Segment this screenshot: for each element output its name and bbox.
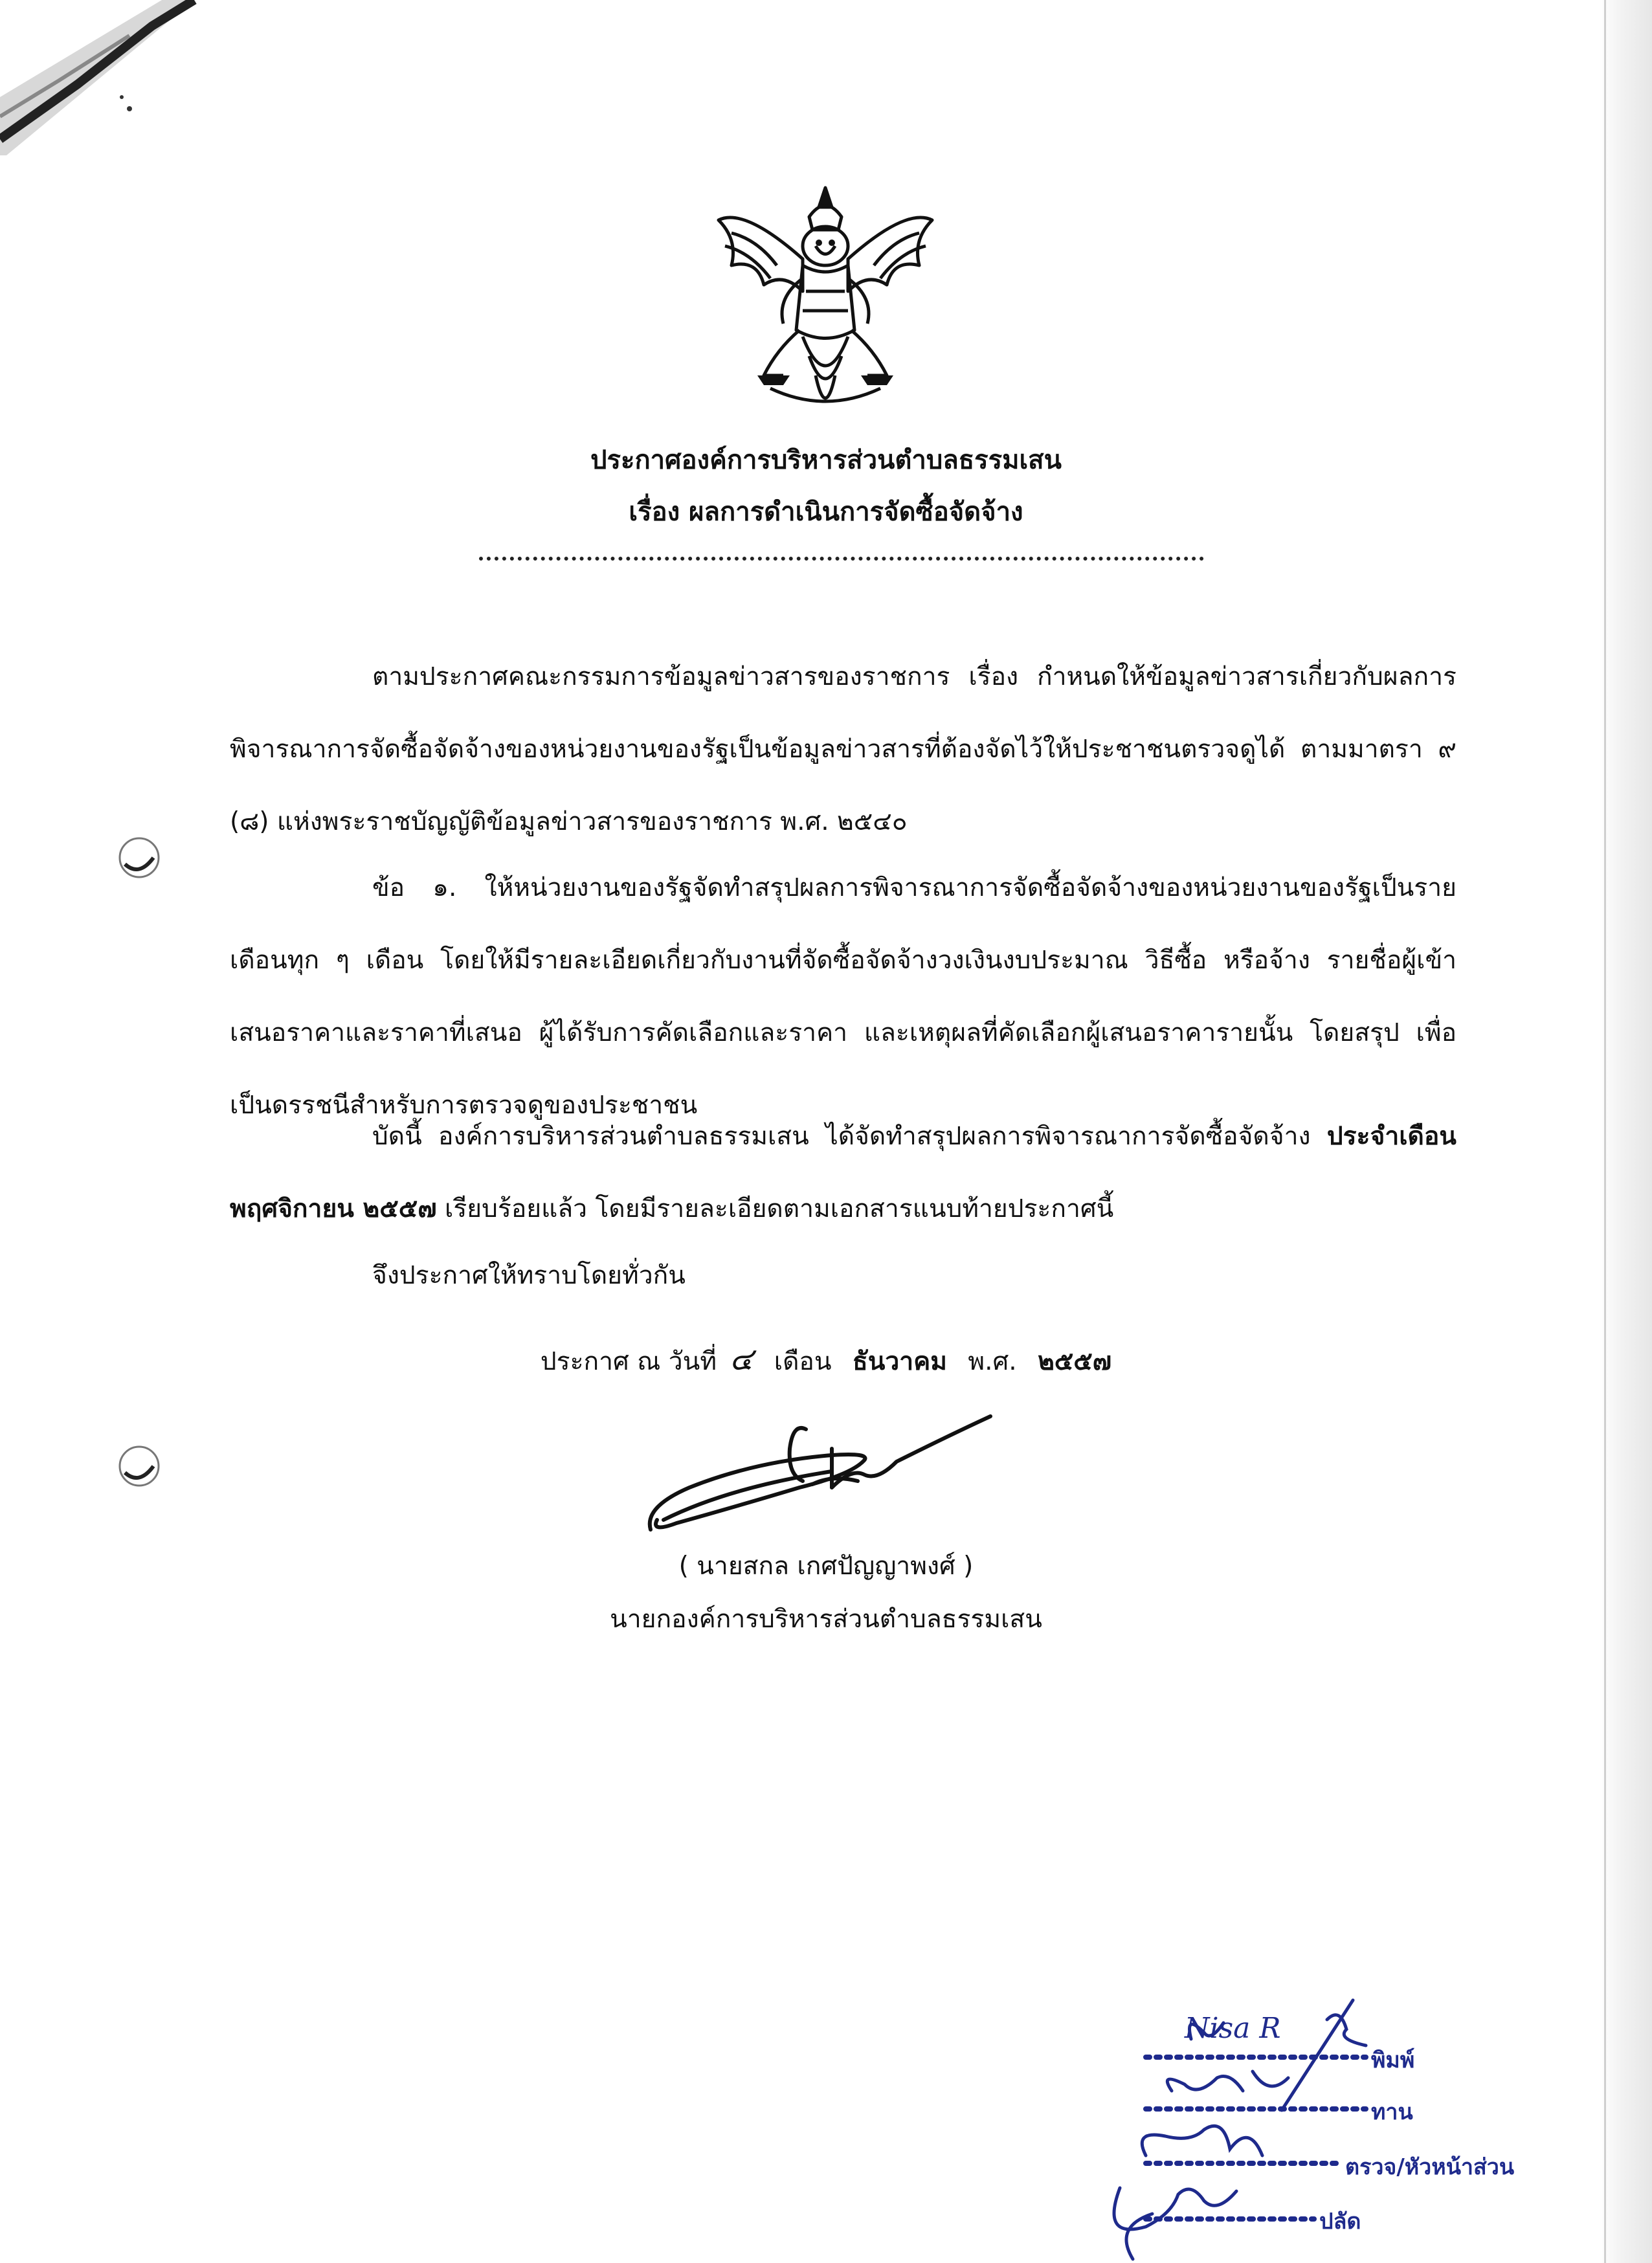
paragraph-2 [230, 852, 1457, 1142]
punch-hole-mark-lower [113, 1440, 165, 1492]
date-prefix: ประกาศ ณ วันที่ [540, 1347, 717, 1376]
date-year: ๒๕๕๗ [1038, 1347, 1112, 1376]
paragraph-1-text: ตามประกาศคณะกรรมการข้อมูลข่าวสารของราชการ เรื่อง กำหนดให้ข้อมูลข่าวสารเกี่ยวกับผลการพิจารณาการจัดซื้อจัดจ้างของหน่วยงานของรัฐเป็นข้อมูลข่าวสารที่ต้องจัดไว้ให้ประชาชนตรวจดูได้ ตามมาตรา ๙ (๘) แห่งพระราชบัญญัติข้อมูลข่าวสารของราชการ พ.ศ. ๒๕๔๐ [230, 662, 1457, 836]
announcement-title: ประกาศองค์การบริหารส่วนตำบลธรรมเสน [590, 445, 1062, 475]
paragraph-4-text: จึงประกาศให้ทราบโดยทั่วกัน [372, 1261, 686, 1290]
paragraph-3 [230, 1100, 1457, 1245]
paragraph-3-lead: บัดนี้ องค์การบริหารส่วนตำบลธรรมเสน ได้จัดทำสรุปผลการพิจารณาการจัดซื้อจัดจ้าง [372, 1122, 1311, 1151]
scan-corner-artifact [0, 0, 207, 155]
initials-row-chief: ปลัด [1319, 2209, 1361, 2235]
signer-name: ( นายสกล เกศปัญญาพงศ์ ) [678, 1552, 974, 1581]
scan-edge-line [1604, 0, 1606, 2263]
announcement-subject: เรื่อง ผลการดำเนินการจัดซื้อจัดจ้าง [629, 497, 1023, 527]
signer-position: นายกองค์การบริหารส่วนตำบลธรรมเสน [610, 1605, 1042, 1634]
signature-mark [638, 1410, 1000, 1539]
announcement-date [0, 1335, 1652, 1384]
paragraph-3-tail: เรียบร้อยแล้ว โดยมีรายละเอียดตามเอกสารแนบท้ายประกาศนี้ [436, 1194, 1114, 1223]
paragraph-2-text: ข้อ ๑. ให้หน่วยงานของรัฐจัดทำสรุปผลการพิจารณาการจัดซื้อจัดจ้างของหน่วยงานของรัฐเป็นรายเดือนทุก ๆ เดือน โดยให้มีรายละเอียดเกี่ยวกับงานที่จัดซื้อจัดจ้างวงเงินงบประมาณ วิธีซื้อ หรือจ้าง รายชื่อผู้เข้าเสนอราคาและราคาที่เสนอ ผู้ได้รับการคัดเลือกและราคา และเหตุผลที่คัดเลือกผู้เสนอราคารายนั้น โดยสรุป เพื่อเป็นดรรชนีสำหรับการตรวจดูของประชาชน [230, 873, 1457, 1120]
paragraph-1 [230, 641, 1457, 858]
date-month-label: เดือน [774, 1347, 832, 1376]
paragraph-4 [230, 1240, 1457, 1312]
initials-row-type: พิมพ์ [1371, 2047, 1415, 2073]
garuda-emblem-icon [706, 181, 945, 427]
date-era: พ.ศ. [968, 1347, 1017, 1376]
initials-row-review: ทาน [1371, 2099, 1413, 2125]
date-day: ๔ [730, 1341, 753, 1377]
paragraph-3-period: ประจำเดือน พฤศจิกายน ๒๕๕๗ [230, 1122, 1457, 1223]
dotted-divider [479, 557, 1204, 561]
date-month: ธันวาคม [852, 1347, 947, 1376]
scan-right-edge [1599, 0, 1652, 2263]
initials-handwriting: Nisa R [1185, 2012, 1281, 2045]
initials-row-check: ตรวจ/หัวหน้าส่วน [1345, 2154, 1515, 2180]
punch-hole-mark [113, 832, 165, 884]
